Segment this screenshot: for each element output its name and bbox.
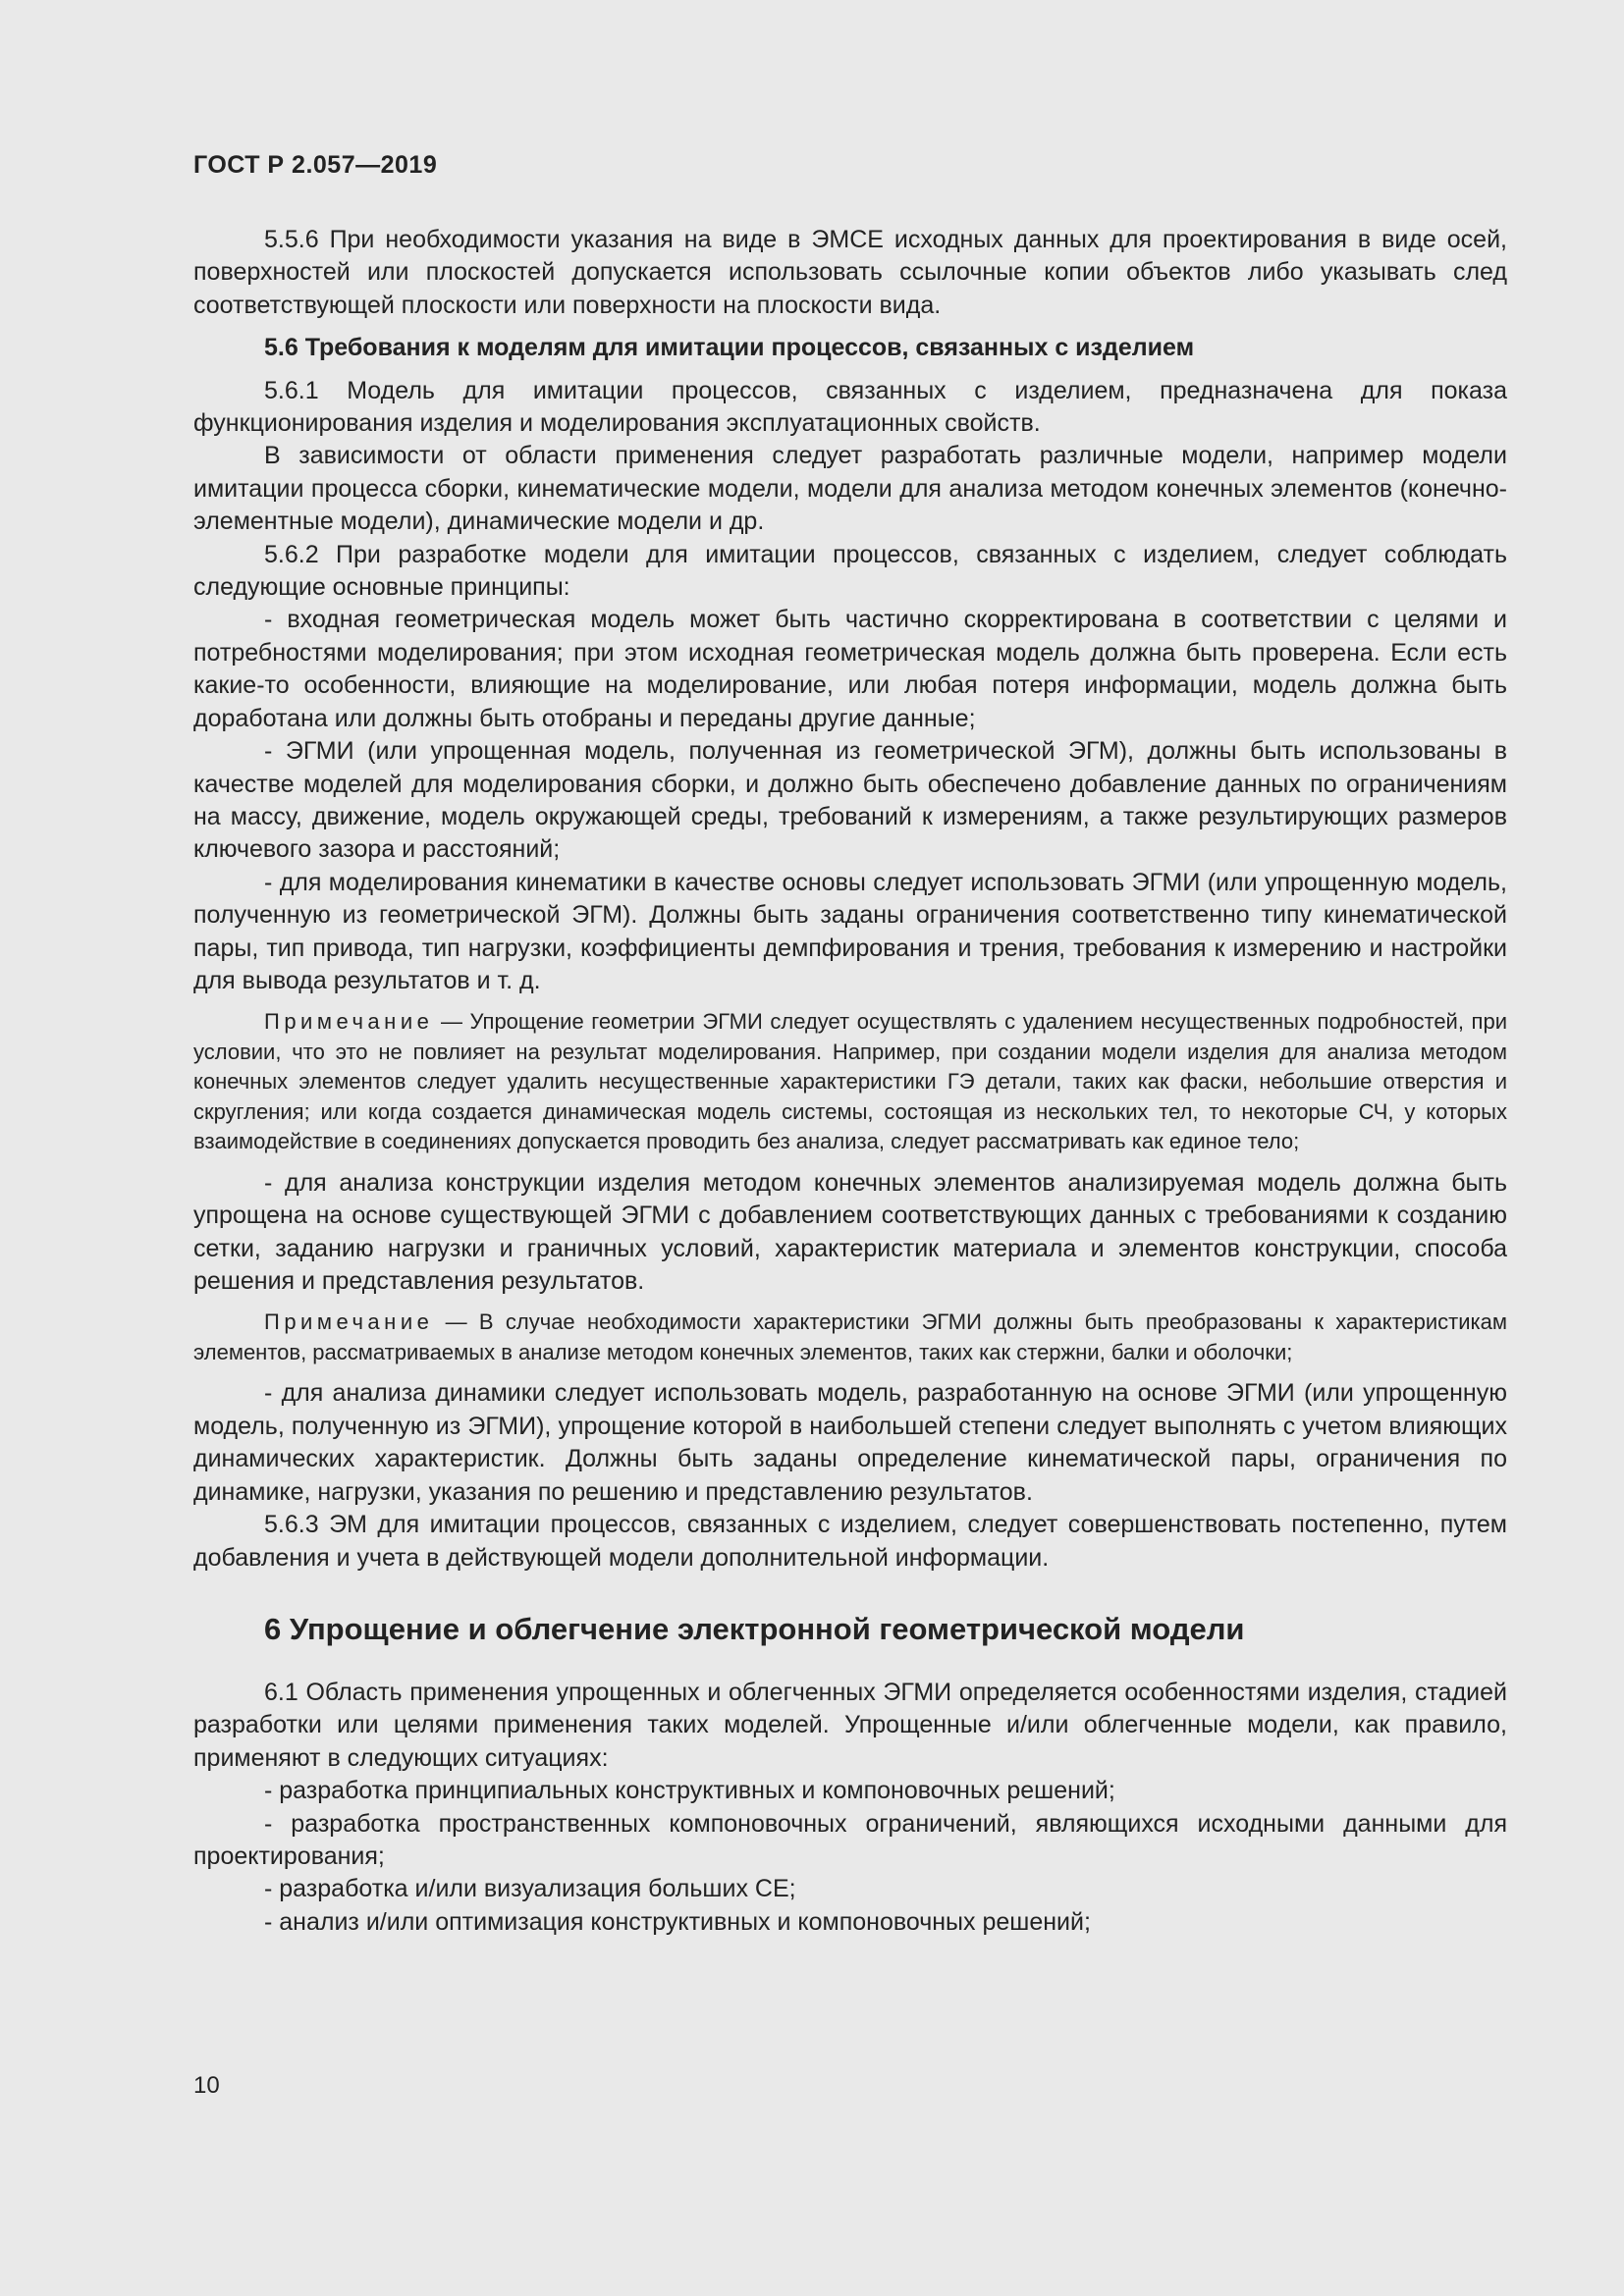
note-label: Примечание <box>264 1309 434 1335</box>
list-item: - разработка и/или визуализация больших СЕ; <box>264 1875 796 1903</box>
note-1 <box>193 1007 1507 1157</box>
page-number: 10 <box>193 2072 220 2099</box>
note-text: — Упрощение геометрии ЭГМИ следует осуществлять с удалением несущественных подробностей, при условии, что это не повлияет на результат моделирования. Например, при создании модели изделия для анализа методом конечных элементов следует удалить несущественные характеристики ГЭ детали, таких как фаски, небольшие отверстия и скругления; или когда создается динамическая модель системы, состоящая из нескольких тел, то некоторые СЧ, у которых взаимодействие в соединениях допускается проводить без анализа, следует рассматривать как единое тело; <box>193 1009 1507 1154</box>
paragraph-5-6-1-continued: В зависимости от области применения следует разработать различные модели, например модели имитации процесса сборки, кинематические модели, модели для анализа методом конечных элементов (конечно-элементные модели), динамические модели и др. <box>193 442 1507 536</box>
list-item: - для анализа конструкции изделия методом конечных элементов анализируемая модель должна быть упрощена на основе существующей ЭГМИ с добавлением соответствующих данных с требованиями к созданию сетки, заданию нагрузки и граничных условий, характеристик материала и элементов конструкции, способа решения и представления результатов. <box>193 1168 1507 1296</box>
paragraph-5-6-1: 5.6.1 Модель для имитации процессов, связанных с изделием, предназначена для показа функционирования изделия и моделирования эксплуатационных свойств. <box>193 376 1507 438</box>
paragraph-5-6-3: 5.6.3 ЭМ для имитации процессов, связанных с изделием, следует совершенствовать постепенно, путем добавления и учета в действующей модели дополнительной информации. <box>193 1511 1507 1572</box>
list-item: - разработка принципиальных конструктивных и компоновочных решений; <box>264 1777 1115 1805</box>
list-item: - ЭГМИ (или упрощенная модель, полученная из геометрической ЭГМ), должны быть использованы в качестве моделей для моделирования сборки, и должно быть обеспечено добавление данных по ограничениям на массу, движение, модель окружающей среды, требований к измерениям, а также результирующих размеров ключевого зазора и расстояний; <box>193 737 1507 864</box>
note-2 <box>193 1308 1507 1367</box>
note-text: — В случае необходимости характеристики ЭГМИ должны быть преобразованы к характеристикам элементов, рассматриваемых в анализе методом конечных элементов, таких как стержни, балки и оболочки; <box>193 1309 1507 1364</box>
standard-id-header: ГОСТ Р 2.057—2019 <box>193 151 438 179</box>
list-item: - для моделирования кинематики в качестве основы следует использовать ЭГМИ (или упрощенную модель, полученную из геометрической ЭГМ). Должны быть заданы ограничения соответственно типу кинематической пары, тип привода, тип нагрузки, коэффициенты демпфирования и трения, требования к измерению и настройки для вывода результатов и т. д. <box>193 868 1507 994</box>
list-item: - анализ и/или оптимизация конструктивных и компоновочных решений; <box>264 1907 1091 1936</box>
document-body <box>193 224 1507 1939</box>
paragraph-6-1: 6.1 Область применения упрощенных и облегченных ЭГМИ определяется особенностями изделия, стадией разработки или целями применения таких моделей. Упрощенные и/или облегченные модели, как правило, применяют в следующих ситуациях: <box>193 1678 1507 1772</box>
paragraph-5-6-2: 5.6.2 При разработке модели для имитации процессов, связанных с изделием, следует соблюдать следующие основные принципы: <box>193 540 1507 602</box>
section-heading-6: 6 Упрощение и облегчение электронной геометрической модели <box>264 1611 1245 1646</box>
list-item: - для анализа динамики следует использовать модель, разработанную на основе ЭГМИ (или упрощенную модель, полученную из ЭГМИ), упрощение которой в наибольшей степени следует выполнять с учетом влияющих динамических характеристик. Должны быть заданы определение кинематической пары, ограничения по динамике, нагрузки, указания по решению и представлению результатов. <box>193 1379 1507 1506</box>
list-item: - разработка пространственных компоновочных ограничений, являющихся исходными данными для проектирования; <box>193 1809 1507 1870</box>
section-heading-5-6: 5.6 Требования к моделям для имитации процессов, связанных с изделием <box>264 334 1195 362</box>
note-label: Примечание <box>264 1009 434 1035</box>
paragraph-5-5-6: 5.5.6 При необходимости указания на виде в ЭМСЕ исходных данных для проектирования в виде осей, поверхностей или плоскостей допускается использовать ссылочные копии объектов либо указывать след соответствующей плоскости или поверхности на плоскости вида. <box>193 226 1507 319</box>
list-item: - входная геометрическая модель может быть частично скорректирована в соответствии с целями и потребностями моделирования; при этом исходная геометрическая модель должна быть проверена. Если есть какие-то особенности, влияющие на моделирование, или любая потеря информации, модель должна быть доработана или должны быть отобраны и переданы другие данные; <box>193 606 1507 732</box>
